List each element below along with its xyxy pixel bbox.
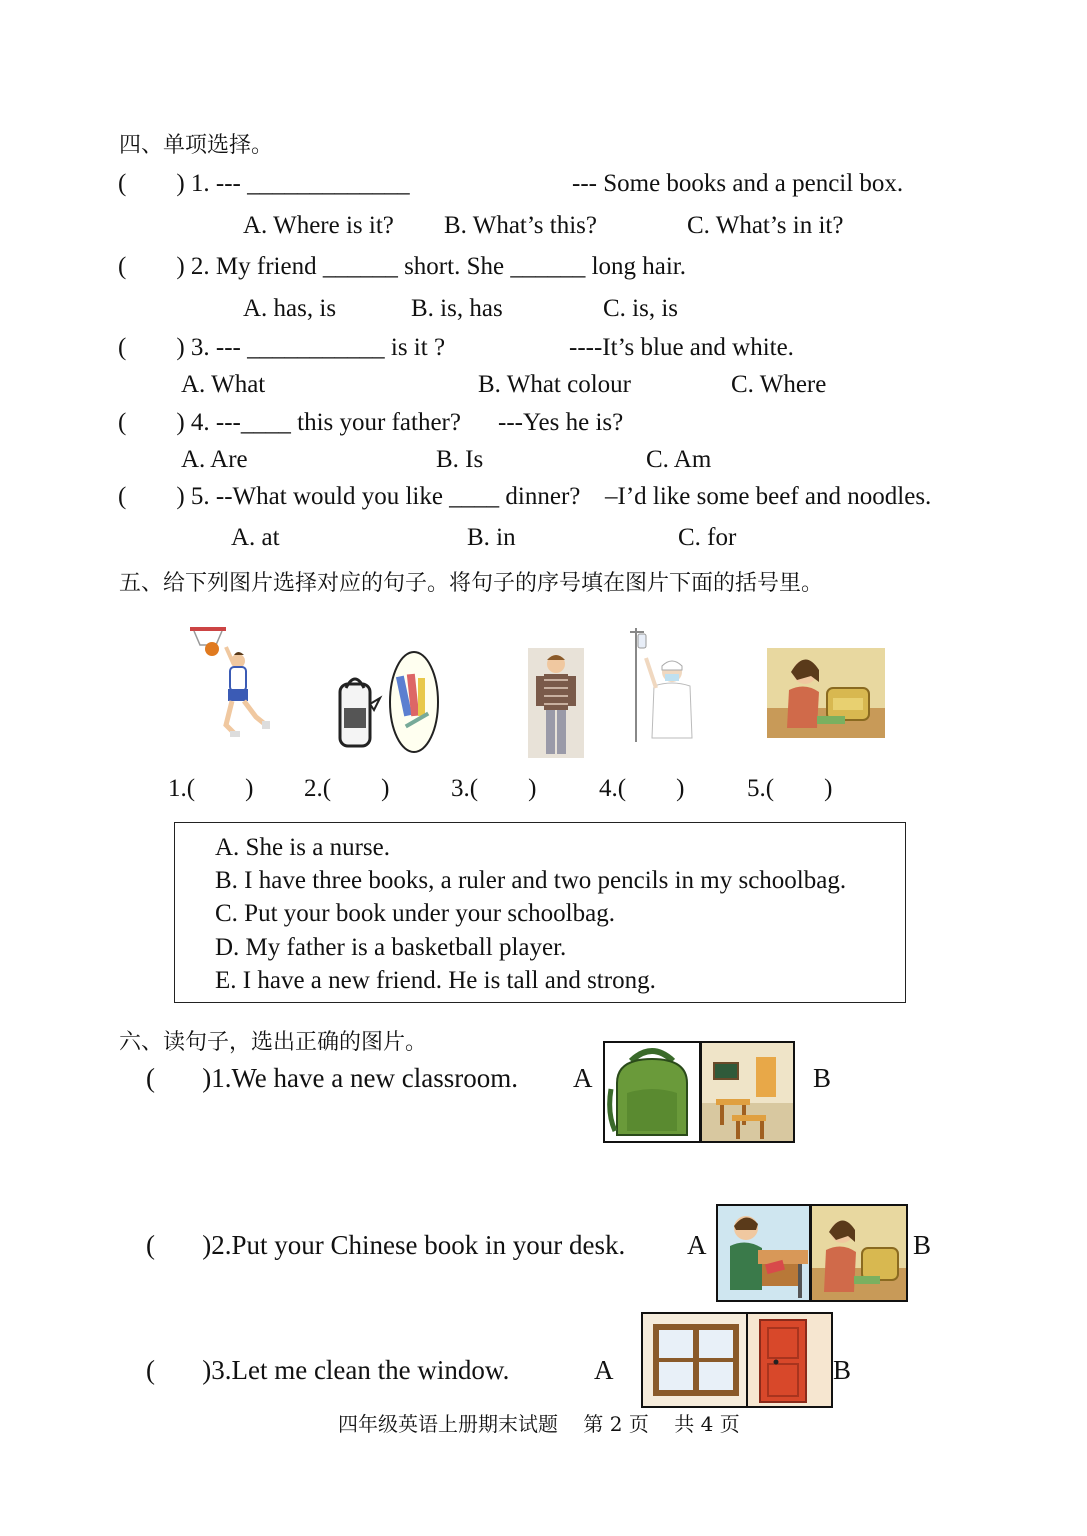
- blank-2[interactable]: 2.( ): [304, 775, 390, 802]
- sentence-b: B. I have three books, a ruler and two pencils in my schoolbag.: [215, 867, 847, 894]
- s6-item3-label-b: B: [833, 1355, 852, 1385]
- window-icon[interactable]: [641, 1312, 749, 1408]
- q4-option-b: B. Is: [436, 446, 484, 473]
- girl-bag-icon[interactable]: [810, 1204, 908, 1302]
- sentence-c: C. Put your book under your schoolbag.: [215, 900, 615, 927]
- blank-5[interactable]: 5.( ): [747, 775, 833, 802]
- q1-option-a: A. Where is it?: [243, 212, 394, 239]
- girl-schoolbag-icon: [767, 648, 885, 738]
- q1-stem: ( ) 1. --- _____________: [118, 170, 410, 197]
- q3-option-b: B. What colour: [478, 371, 631, 398]
- q4-answer: ---Yes he is?: [498, 409, 624, 436]
- q4-stem: ( ) 4. ---____ this your father?: [118, 409, 461, 436]
- door-icon[interactable]: [746, 1312, 833, 1408]
- q2-option-c: C. is, is: [603, 295, 679, 322]
- q3-stem: ( ) 3. --- ___________ is it ?: [118, 334, 446, 361]
- q1-option-b: B. What’s this?: [444, 212, 598, 239]
- section6-title: 六、读句子，选出正确的图片。: [119, 1030, 428, 1055]
- boy-desk-icon[interactable]: [716, 1204, 811, 1302]
- schoolbag-books-icon: [334, 648, 442, 756]
- q5-stem: ( ) 5. --What would you like ____ dinner?: [118, 483, 581, 510]
- q3-answer: ----It’s blue and white.: [569, 334, 794, 361]
- q2-option-a: A. has, is: [243, 295, 337, 322]
- q5-option-b: B. in: [467, 524, 516, 551]
- s6-item3-label-a: A: [594, 1355, 614, 1385]
- q5-option-a: A. at: [231, 524, 280, 551]
- q3-option-c: C. Where: [731, 371, 827, 398]
- q1-answer: --- Some books and a pencil box.: [572, 170, 904, 197]
- s6-item1-text: ( )1.We have a new classroom.: [146, 1063, 518, 1093]
- q2-option-b: B. is, has: [411, 295, 503, 322]
- tall-boy-icon: [528, 648, 584, 758]
- q5-option-c: C. for: [678, 524, 737, 551]
- classroom-icon[interactable]: [700, 1041, 795, 1143]
- q4-option-c: C. Am: [646, 446, 712, 473]
- q5-answer: –I’d like some beef and noodles.: [605, 483, 932, 510]
- s6-item2-text: ( )2.Put your Chinese book in your desk.: [146, 1230, 626, 1260]
- q3-option-a: A. What: [181, 371, 266, 398]
- page-footer: 四年级英语上册期末试题 第 2 页 共 4 页: [338, 1412, 740, 1436]
- s6-item1-label-b: B: [813, 1063, 832, 1093]
- blank-3[interactable]: 3.( ): [451, 775, 537, 802]
- q1-option-c: C. What’s in it?: [687, 212, 844, 239]
- section4-title: 四、单项选择。: [119, 133, 274, 158]
- blank-4[interactable]: 4.( ): [599, 775, 685, 802]
- sentence-d: D. My father is a basketball player.: [215, 934, 567, 961]
- q2-stem: ( ) 2. My friend ______ short. She ______ long hair.: [118, 253, 687, 280]
- green-schoolbag-icon[interactable]: [603, 1041, 701, 1143]
- s6-item3-text: ( )3.Let me clean the window.: [146, 1355, 510, 1385]
- s6-item1-label-a: A: [573, 1063, 593, 1093]
- s6-item2-label-b: B: [913, 1230, 932, 1260]
- section5-title: 五、给下列图片选择对应的句子。将句子的序号填在图片下面的括号里。: [119, 571, 824, 596]
- basketball-player-icon: [190, 625, 272, 740]
- sentence-a: A. She is a nurse.: [215, 834, 390, 861]
- blank-1[interactable]: 1.( ): [168, 775, 254, 802]
- q4-option-a: A. Are: [181, 446, 248, 473]
- nurse-icon: [628, 626, 700, 742]
- s6-item2-label-a: A: [687, 1230, 707, 1260]
- sentence-e: E. I have a new friend. He is tall and strong.: [215, 967, 656, 994]
